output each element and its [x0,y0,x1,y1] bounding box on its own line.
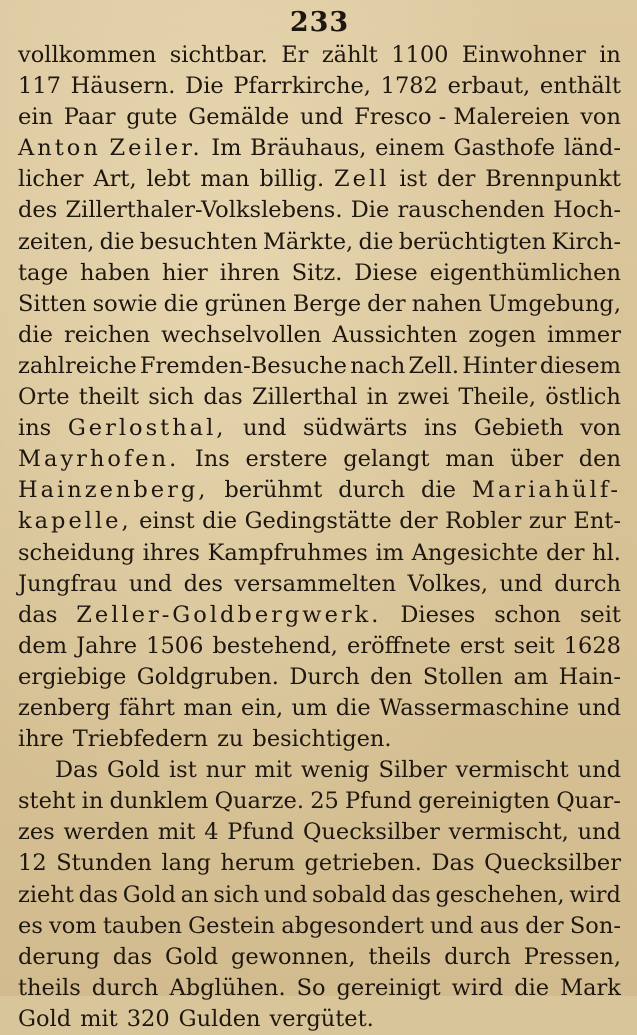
text-line [18,1004,621,1035]
word: gelangt [343,446,430,473]
word: zur [528,508,566,535]
word: Gulden [178,1005,261,1032]
word: tauben [102,912,182,939]
word: 1782 [380,73,438,100]
word: gewonnen, [231,943,356,970]
word: Gerlosthal, [67,415,227,442]
word: der [399,508,438,535]
word: sichtbar. [169,42,268,68]
word: wird [569,881,621,908]
word: Silber [378,757,447,784]
word: Goldgruben. [136,663,279,690]
word: Gestein [188,912,276,939]
word: mit [157,819,196,846]
word: durch [91,974,159,1001]
word: dem [18,632,68,659]
word: Gold [106,757,161,784]
word: in [366,384,389,411]
word: eigenthümlichen [429,259,621,286]
text-line [18,600,621,631]
text-line [18,942,621,973]
page-number: 233 [289,7,350,38]
text-line [18,289,621,320]
word: Stunden [56,850,152,877]
text-line [18,631,621,662]
text-line [18,133,621,164]
word: besichtigen. [252,726,392,753]
text-line [18,911,621,942]
body-text [18,40,621,1035]
word: 1628 [563,632,621,659]
word: ist [168,757,197,784]
word: der [436,166,476,193]
word: Pfund [227,819,295,846]
word: 1506 [146,632,204,659]
word: mit [254,757,292,784]
word: Pfund [345,788,412,815]
word: vermischt, [448,819,569,846]
word: ihren [219,259,280,286]
text-line [18,227,621,258]
word: Hinter [462,352,537,379]
word: mit [80,1005,118,1032]
word: zogen [468,321,537,348]
text-line [18,848,621,879]
word: werden [63,819,150,846]
word: ergiebige [18,663,127,690]
word: man [183,694,233,721]
word: licher [18,166,84,193]
word: das [112,943,153,970]
word: Art, [93,166,137,193]
word: Bräuhaus, [250,135,367,162]
word: Zeiler. [109,135,203,162]
word: hier [162,259,208,286]
word: Quar- [556,788,621,815]
word: tage [18,259,69,286]
word: östlich [545,384,621,411]
word: erstere [245,446,328,473]
word: besuchten [139,228,258,255]
word: Brennpunkt [485,166,621,193]
word: Gemälde [188,104,290,131]
word: das [391,881,431,908]
word: durch [554,570,621,597]
word: Ins [194,446,230,473]
word: und [430,912,474,939]
word: Das [55,757,99,784]
word: die [335,694,371,721]
word: ihres [142,539,200,566]
word: Zeller-Goldbergwerk. [76,601,382,628]
text-line [18,40,621,71]
word: das [203,384,243,411]
text-line [18,662,621,693]
word: Häusern. [70,73,176,100]
word: 320 [126,1005,170,1032]
word: gereinigten [418,788,550,815]
word: der [545,539,585,566]
word: Mariahülf- [471,477,621,504]
word: an [180,881,209,908]
word: in [81,788,104,815]
word: Stollen [422,663,504,690]
text-line [18,413,621,444]
word: Die [185,73,224,100]
word: derung [18,943,100,970]
word: sowie [92,290,158,317]
word: Hain- [558,663,621,690]
word: scheidung [18,539,135,566]
word: es [18,912,43,939]
word: diesem [539,352,621,379]
word: zwei [397,384,450,411]
word: Volkes, [407,570,489,597]
word: den [370,663,413,690]
word: abgesondert [281,912,424,939]
text-line [18,102,621,133]
word: man [445,446,495,473]
word: Anton [18,135,101,162]
word: 25 [310,788,339,815]
word: einem [375,135,445,162]
word: rauschenden [397,197,545,224]
text-line [18,786,621,817]
word: theilt [78,384,140,411]
text-line [18,475,621,506]
word: zieht [18,881,74,908]
word: länd- [563,135,621,162]
word: Die [350,197,390,224]
word: Sitz. [291,259,343,286]
word: und [128,570,173,597]
word: ins [424,415,458,442]
word: durch [444,943,511,970]
word: seit [579,601,621,628]
word: 1100 [391,42,449,68]
word: Märkte, [262,228,354,255]
word: Gold [18,1005,72,1032]
word: sobald [312,881,387,908]
word: das [78,881,119,908]
text-line [18,538,621,569]
word: aus [479,912,520,939]
word: theils [18,974,81,1001]
word: berüchtigten [398,228,547,255]
text-line [18,506,621,537]
word: berühmt [224,477,323,504]
word: der [525,912,564,939]
text-line [18,973,621,1004]
word: 117 [18,73,61,100]
text-line [18,724,621,755]
word: das [18,601,58,628]
word: Robler [445,508,522,535]
text-line [18,382,621,413]
word: reichen [63,321,151,348]
text-line [18,258,621,289]
word: Hainzenberg, [18,477,209,504]
word: Gebieth [473,415,564,442]
word: Zillerthal [251,384,358,411]
word: und [243,415,287,442]
word: erst [459,632,505,659]
word: sich [213,881,260,908]
word: So [296,974,326,1001]
word: Paar [63,104,116,131]
word: zes [18,819,55,846]
word: Zell [334,166,390,193]
word: zählt [321,42,378,68]
word: des [183,570,223,597]
word: Mark [560,974,621,1001]
word: in [599,42,621,68]
word: und [299,104,344,131]
word: Gold [165,943,219,970]
word: gereinigt [336,974,441,1001]
word: Umgebung, [488,290,621,317]
word: am [513,663,549,690]
word: theils [368,943,432,970]
word: ist [399,166,428,193]
word: im [375,539,405,566]
word: die [202,508,238,535]
word: Gedingstätte [244,508,392,535]
word: vermischt [455,757,569,784]
word: Angesichte [411,539,539,566]
text-line [18,880,621,911]
word: Gold [122,881,176,908]
word: Pressen, [523,943,621,970]
word: und [263,881,308,908]
word: Dieses [400,601,476,628]
word: vollkommen [18,42,157,68]
word: Zillerthaler-Volkslebens. [65,197,343,224]
word: über [510,446,564,473]
text-line [18,817,621,848]
word: Orte [18,384,70,411]
word: ein, [241,694,284,721]
word: erbaut, [447,73,531,100]
word: gute [126,104,178,131]
word: um [291,694,328,721]
word: kapelle, [18,508,132,535]
word: Ent- [573,508,621,535]
word: Fremden-Besuche [139,352,348,379]
word: seit [513,632,555,659]
word: Einwohner [461,42,586,68]
word: durch [338,477,405,504]
word: und [499,570,543,597]
word: Abglühen. [169,974,286,1001]
word: vergütet. [269,1005,374,1032]
word: und [577,819,621,846]
word: 12 [18,850,47,877]
word: Gasthofe [453,135,556,162]
word: vom [49,912,97,939]
word: Jungfrau [18,570,118,597]
word: Jahre [76,632,138,659]
text-line [18,320,621,351]
word: lang [161,850,211,877]
word: getrieben. [304,850,422,877]
text-line [18,693,621,724]
text-line [18,569,621,600]
word: Triebfedern [72,726,209,753]
word: Sitten [18,290,87,317]
word: fährt [118,694,175,721]
word: von [580,104,621,131]
word: Das [431,850,475,877]
text-line [18,444,621,475]
word: Er [281,42,309,68]
text-line [18,755,621,786]
word: wenig [300,757,370,784]
word: Aussichten [332,321,458,348]
word: wird [451,974,504,1001]
word: Mayrhofen. [18,446,180,473]
word: zeiten, [18,228,95,255]
text-line [18,71,621,102]
text-line [18,164,621,195]
word: wechselvollen [161,321,322,348]
word: ins [18,415,52,442]
word: Theile, [458,384,537,411]
word: zahlreiche [18,352,137,379]
word: die [358,228,394,255]
word: herum [220,850,295,877]
word: Durch [289,663,360,690]
word: eröffnete [347,632,451,659]
word: Quecksilber [484,850,621,877]
text-line [18,195,621,226]
word: zenberg [18,694,111,721]
word: nur [205,757,246,784]
word: Kampfruhmes [207,539,368,566]
word: nach [350,352,406,379]
word: dunklem [109,788,209,815]
word: immer [547,321,621,348]
word: haben [80,259,151,286]
word: Kirch- [551,228,621,255]
word: Quecksilber [302,819,440,846]
word: Pfarrkirche, [233,73,371,100]
word: zu [217,726,244,753]
word: Fresco - Malereien [354,104,570,131]
word: man [200,166,250,193]
word: lebt [146,166,191,193]
word: ein [18,104,54,131]
word: die [514,974,550,1001]
word: die [163,290,199,317]
text-line [18,351,621,382]
word: schon [494,601,561,628]
word: und [577,694,621,721]
word: die [420,477,456,504]
word: Son- [569,912,621,939]
word: Zell. [408,352,459,379]
word: billig. [259,166,325,193]
word: der [367,290,406,317]
word: Hoch- [553,197,621,224]
word: Im [211,135,242,162]
word: hl. [592,539,621,566]
word: enthält [539,73,621,100]
word: südwärts [303,415,408,442]
word: den [578,446,621,473]
word: Wassermaschine [379,694,570,721]
word: versammelten [234,570,397,597]
word: Diese [354,259,418,286]
word: 4 [204,819,219,846]
word: ihre [18,726,64,753]
word: die [18,321,53,348]
word: nahen [411,290,482,317]
word: und [577,757,621,784]
word: von [580,415,621,442]
word: steht [18,788,76,815]
word: Quarze. [214,788,304,815]
word: die [99,228,135,255]
word: sich [148,384,195,411]
word: Berge [292,290,362,317]
word: geschehen, [435,881,565,908]
word: bestehend, [212,632,338,659]
word: grünen [204,290,287,317]
word: einst [139,508,195,535]
word: des [18,197,58,224]
